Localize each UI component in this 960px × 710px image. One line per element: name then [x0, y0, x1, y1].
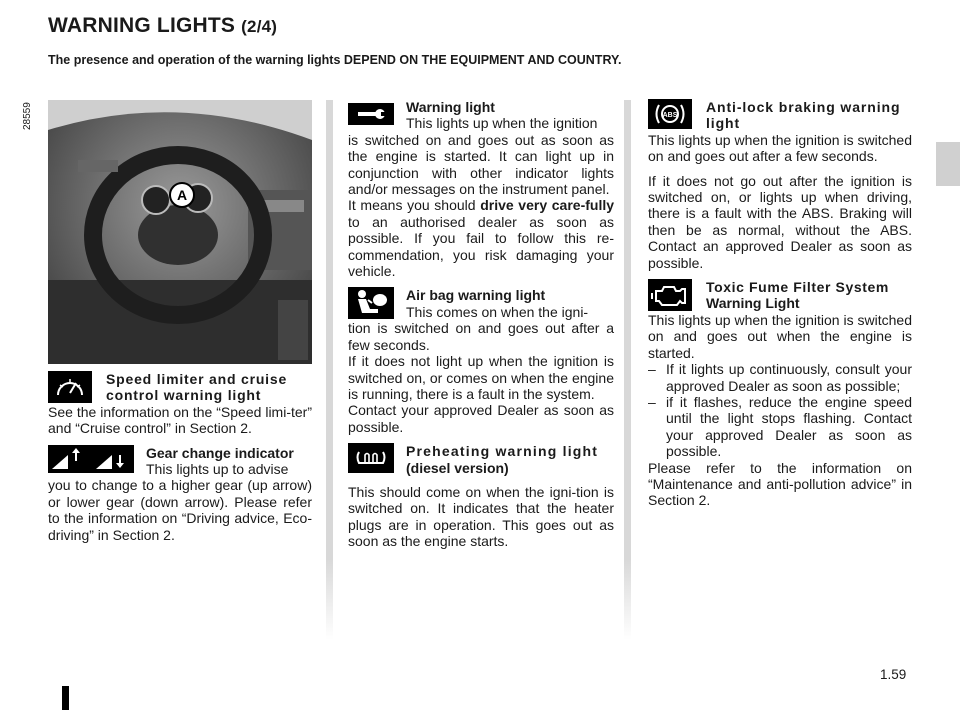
service-warning-advice: It means you should drive very care-fully to an authorised dealer as soon as possible. If you fail to follow this re-commendation, you risk damaging your vehicle.	[348, 197, 615, 280]
toxic-fume-title-2: Warning Light	[706, 295, 800, 312]
right-column	[648, 99, 912, 509]
gear-change-icon	[48, 445, 134, 473]
subtitle: The presence and operation of the warning lights DEPEND ON THE EQUIPMENT AND COUNTRY.	[48, 53, 622, 67]
service-warning-section	[348, 99, 614, 279]
list-item: – if it flashes, reduce the engine speed until the light stops flashing. Contact your approved Dealer as soon as possible.	[648, 393, 912, 460]
list-item: – If it lights up continuously, consult your approved Dealer as soon as possible;	[648, 361, 912, 394]
speed-limiter-title-2: control warning light	[106, 387, 262, 404]
dashboard-photo	[48, 100, 312, 364]
section-tab	[936, 142, 960, 186]
abs-text: This lights up when the ignition is switched on and goes out after a few seconds.	[648, 131, 912, 165]
abs-fault-text: If it does not go out after the ignition is switched on, or lights up when driving, there is a fault with the ABS. Braking will then be as normal, without the ABS. Contact an approved Dealer as soon as possible.	[648, 172, 912, 271]
column-divider-1	[326, 100, 333, 640]
toxic-fume-title: Toxic Fume Filter System	[706, 279, 889, 296]
preheating-icon	[348, 443, 394, 473]
gear-change-line: This lights up to advise	[146, 461, 289, 478]
title-part: (2/4)	[241, 17, 278, 36]
abs-icon-text: ABS	[662, 112, 678, 119]
preheating-title: Preheating warning light	[406, 443, 599, 460]
speed-limiter-section	[48, 371, 312, 437]
airbag-contact-text: Contact your approved Dealer as soon as possible.	[348, 402, 614, 435]
toxic-fume-section	[648, 279, 912, 509]
airbag-line: This comes on when the igni-	[406, 303, 589, 320]
service-warning-line: This lights up when the ignition	[406, 115, 598, 132]
airbag-section	[348, 287, 614, 435]
page-number: 1.59	[880, 667, 907, 682]
abs-icon	[648, 99, 692, 129]
abs-title-2: light	[706, 115, 741, 132]
left-column	[48, 371, 312, 543]
abs-section	[648, 99, 912, 271]
gear-change-text: you to change to a higher gear (up arrow) or lower gear (down arrow). Please refer to the information on “Driving advice, Eco-driving” in Section 2.	[48, 477, 312, 543]
preheating-title-2: (diesel version)	[406, 459, 509, 476]
figure-label: A	[176, 187, 188, 203]
speed-limiter-text: See the information on the “Speed limi-ter” and “Cruise control” in Section 2.	[48, 403, 312, 437]
figure-ref: 28559	[22, 102, 33, 130]
column-divider-2	[624, 100, 631, 640]
airbag-text: tion is switched on and goes out after a few seconds.	[348, 320, 614, 353]
airbag-title: Air bag warning light	[406, 287, 546, 304]
middle-column	[348, 99, 614, 550]
airbag-fault-text: If it does not light up when the ignition is switched on, or comes on when the engine is running, there is a fault in the system.	[348, 353, 614, 402]
gear-change-title: Gear change indicator	[146, 444, 294, 461]
gear-change-section	[48, 445, 312, 543]
preheating-text: This should come on when the igni-tion is switched on. It indicates that the heater plugs are in operation. This goes out as soon as the engine starts.	[348, 483, 614, 550]
crop-mark	[62, 686, 69, 710]
preheating-section	[348, 443, 614, 549]
service-warning-title: Warning light	[406, 99, 495, 115]
engine-icon	[648, 279, 692, 311]
service-warning-text: is switched on and goes out as soon as the engine is started. It can light up in conjunction with other indicator lights and/or messages on the instrument panel.	[348, 131, 614, 198]
abs-title: Anti-lock braking warning	[706, 99, 901, 115]
toxic-fume-footer: Please refer to the information on “Maintenance and anti-pollution advice” in Section 2.	[648, 459, 912, 509]
airbag-icon	[348, 287, 394, 319]
wrench-icon	[348, 103, 394, 125]
toxic-fume-text: This lights up when the ignition is switched on and goes out when the engine is started.	[648, 311, 912, 361]
speed-limiter-title: Speed limiter and cruise	[106, 371, 288, 387]
title-main: WARNING LIGHTS	[48, 14, 236, 37]
page-title	[48, 14, 277, 38]
speed-limiter-icon	[48, 371, 92, 403]
